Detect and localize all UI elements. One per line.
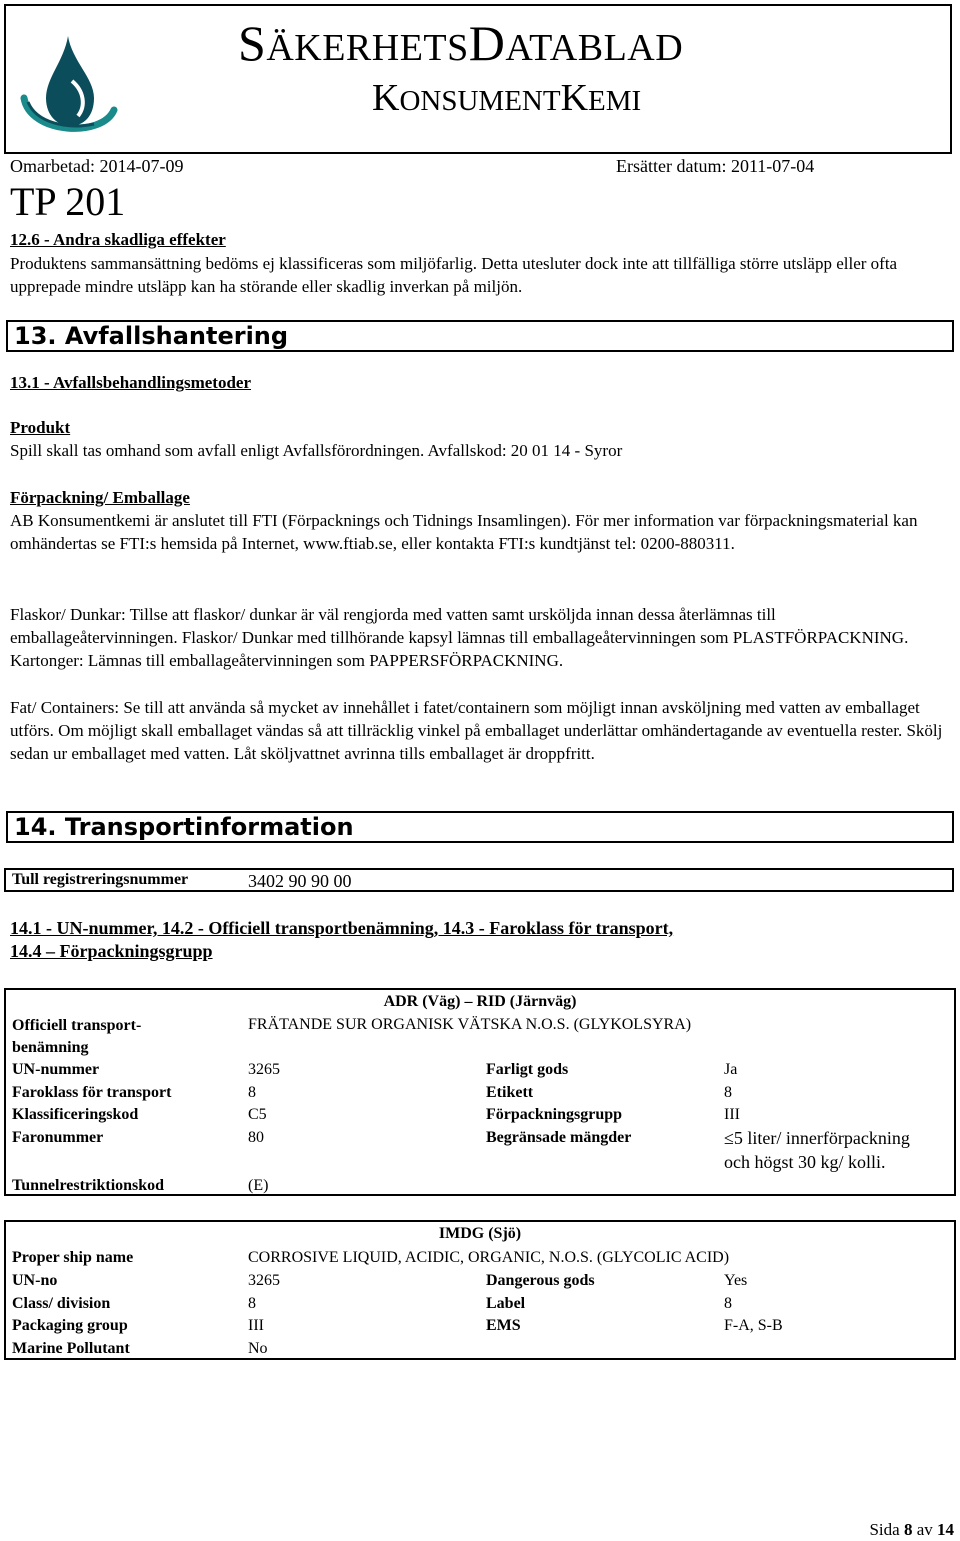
section-12-6-heading: 12.6 - Andra skadliga effekter xyxy=(10,230,226,249)
section-13-title: 13. Avfallshantering xyxy=(14,322,289,350)
imdg-class-label: Class/ division xyxy=(12,1295,111,1312)
adr-un-value: 3265 xyxy=(248,1061,280,1078)
imdg-mp-value: No xyxy=(248,1340,268,1357)
imdg-pg-value: III xyxy=(248,1317,264,1334)
adr-un-label: UN-nummer xyxy=(12,1061,100,1078)
adr-limited-label: Begränsade mängder xyxy=(486,1129,632,1146)
packaging-label: Förpackning/ Emballage xyxy=(10,488,190,507)
product-code: TP 201 xyxy=(10,179,126,224)
customs-number-label: Tull registreringsnummer xyxy=(12,871,189,888)
adr-label-label: Etikett xyxy=(486,1084,534,1101)
imdg-caption: IMDG (Sjö) xyxy=(438,1225,522,1242)
adr-hazard-value: 80 xyxy=(248,1129,264,1146)
imdg-ems-label: EMS xyxy=(486,1317,521,1334)
company-name: KONSUMENTKEMI xyxy=(372,77,642,119)
imdg-table xyxy=(4,1220,956,1360)
adr-dg-value: Ja xyxy=(724,1061,738,1078)
section-14-sub-heading-1: 14.1 - UN-nummer, 14.2 - Officiell transportbenämning, 14.3 - Faroklass för transport, xyxy=(10,918,674,938)
imdg-psn-value: CORROSIVE LIQUID, ACIDIC, ORGANIC, N.O.S. (GLYCOLIC ACID) xyxy=(248,1249,730,1266)
imdg-class-value: 8 xyxy=(248,1295,256,1312)
imdg-dg-value: Yes xyxy=(724,1272,748,1289)
imdg-dg-label: Dangerous gods xyxy=(486,1272,595,1289)
adr-dg-label: Farligt gods xyxy=(486,1061,569,1078)
adr-class-label: Faroklass för transport xyxy=(12,1084,172,1101)
section-14-header xyxy=(6,811,954,843)
adr-label-value: 8 xyxy=(724,1084,732,1101)
imdg-un-value: 3265 xyxy=(248,1272,280,1289)
adr-name-value: FRÄTANDE SUR ORGANISK VÄTSKA N.O.S. (GLYKOLSYRA) xyxy=(248,1016,692,1033)
customs-number-value: 3402 90 90 00 xyxy=(248,871,352,891)
adr-table xyxy=(4,988,956,1196)
imdg-label-label: Label xyxy=(486,1295,526,1312)
section-14-sub-heading-2: 14.4 – Förpackningsgrupp xyxy=(10,941,213,961)
adr-code-label: Klassificeringskod xyxy=(12,1106,139,1123)
section-13-header xyxy=(6,320,954,352)
adr-pg-label: Förpackningsgrupp xyxy=(486,1106,623,1123)
adr-caption: ADR (Väg) – RID (Järnväg) xyxy=(383,993,577,1010)
imdg-ems-value: F-A, S-B xyxy=(724,1317,783,1334)
replaces-date: Ersätter datum: 2011-07-04 xyxy=(616,156,815,176)
containers-text: Fat/ Containers: Se till att använda så mycket av innehållet i fatet/containern som möjligt innan avsköljning med vatten av emballaget utförs. Om möjligt skall emballaget vändas så att tillräcklig vinkel på emballaget underlättar omhändertagande av eventuella rester. Skölj sedan ur emballaget med vatten. Låt sköljvattnet avrinna tills emballaget är droppfritt. xyxy=(10,698,943,763)
adr-name-label-2: benämning xyxy=(12,1039,89,1056)
adr-limited-value-2: och högst 30 kg/ kolli. xyxy=(724,1152,886,1172)
adr-code-value: C5 xyxy=(248,1106,267,1123)
imdg-label-value: 8 xyxy=(724,1295,732,1312)
adr-tunnel-value: (E) xyxy=(248,1177,269,1194)
imdg-mp-label: Marine Pollutant xyxy=(12,1340,130,1357)
product-text: Spill skall tas omhand som avfall enligt Avfallsförordningen. Avfallskod: 20 01 14 - Syror xyxy=(10,441,623,460)
imdg-pg-label: Packaging group xyxy=(12,1317,128,1334)
imdg-un-label: UN-no xyxy=(12,1272,58,1289)
adr-hazard-label: Faronummer xyxy=(12,1129,104,1146)
packaging-text: AB Konsumentkemi är anslutet till FTI (Förpacknings och Tidnings Insamlingen). För mer information var förpackningsmaterial kan omhändertas se FTI:s hemsida på Internet, www.ftiab.se, eller kontakta FTI:s kundtjänst tel: 0200-880311. xyxy=(10,511,918,553)
section-13-1-heading: 13.1 - Avfallsbehandlingsmetoder xyxy=(10,373,252,392)
section-14-title: 14. Transportinformation xyxy=(14,813,354,841)
imdg-psn-label: Proper ship name xyxy=(12,1249,134,1266)
section-12-6-text: Produktens sammansättning bedöms ej klassificeras som miljöfarlig. Detta utesluter dock inte att tillfälliga större utsläpp eller ofta upprepade mindre utsläpp kan ha störande eller skadlig inverkan på miljön. xyxy=(10,254,898,296)
product-label: Produkt xyxy=(10,418,71,437)
customs-number-box xyxy=(4,868,954,892)
adr-limited-value-1: ≤5 liter/ innerförpackning xyxy=(724,1128,910,1148)
bottles-text: Flaskor/ Dunkar: Tillse att flaskor/ dunkar är väl rengjorda med vatten samt ursköljda innan dessa återlämnas till emballageåtervinningen. Flaskor/ Dunkar med tillhörande kapsyl lämnas till emballageåtervinningen som PLASTFÖRPACKNING. Kartonger: Lämnas till emballageåtervinningen som PAPPERSFÖRPACKNING. xyxy=(10,605,909,670)
document-title: SÄKERHETSDATABLAD xyxy=(238,15,684,71)
adr-class-value: 8 xyxy=(248,1084,256,1101)
page-number: Sida 8 av 14 xyxy=(869,1520,954,1539)
adr-name-label-1: Officiell transport- xyxy=(12,1017,142,1034)
adr-tunnel-label: Tunnelrestriktionskod xyxy=(12,1177,165,1194)
konsumentkemi-logo-icon xyxy=(6,6,126,151)
revised-date: Omarbetad: 2014-07-09 xyxy=(10,156,184,176)
adr-pg-value: III xyxy=(724,1106,740,1123)
